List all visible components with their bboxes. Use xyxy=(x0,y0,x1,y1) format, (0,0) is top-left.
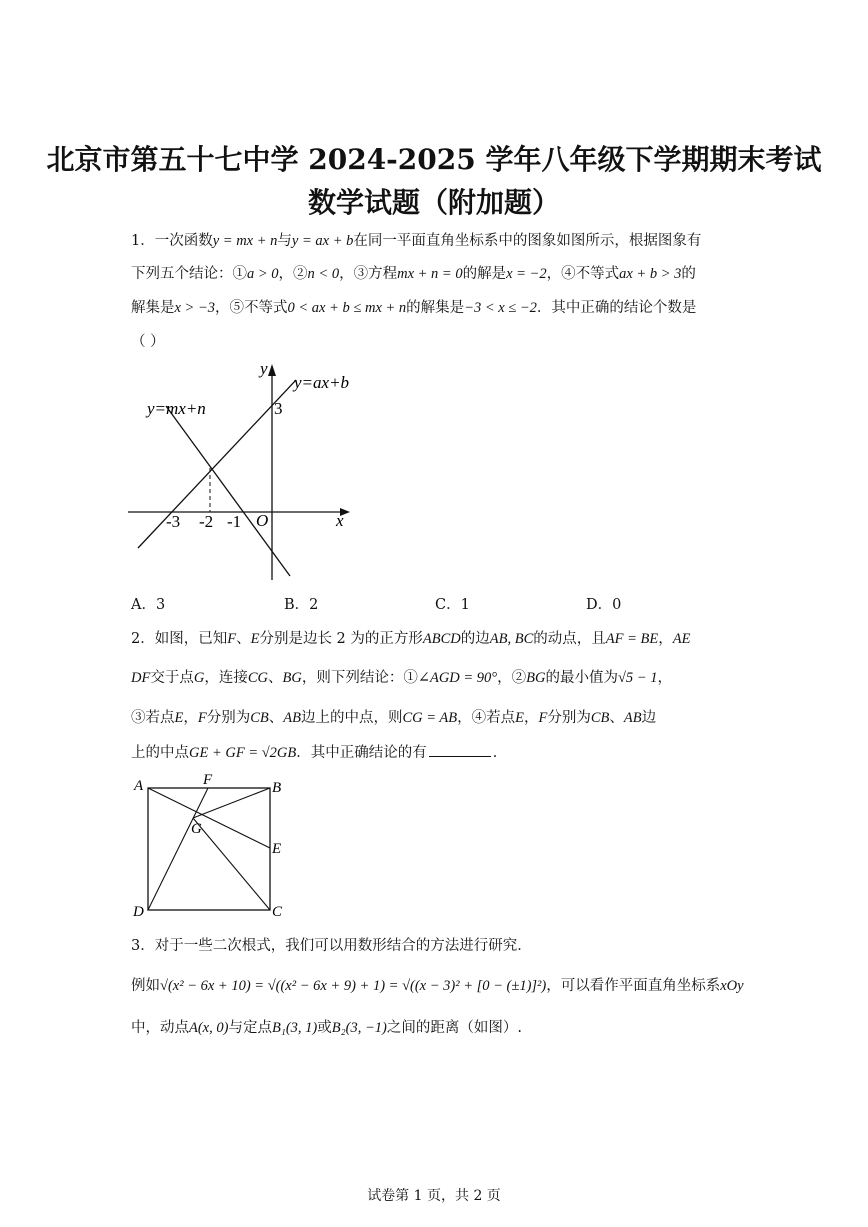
segment-cg xyxy=(193,818,270,910)
label-e: E xyxy=(272,841,282,857)
title-line-2: 数学试题（附加题） xyxy=(307,186,560,219)
q2-line-4: 上的中点GE + GF = √2GB．其中正确结论的有 ． xyxy=(131,745,508,761)
y-axis-arrow xyxy=(268,364,276,376)
q1-option-c: C．1 xyxy=(435,597,470,613)
label-d: D xyxy=(133,904,144,920)
segment-ae xyxy=(148,788,270,848)
q2-line-2: DF交于点G，连接CG、BG，则下列结论：①∠AGD = 90°，②BG的最小值为√5 − 1， xyxy=(131,670,672,686)
q2-figure xyxy=(128,770,293,920)
square-abcd xyxy=(148,788,270,910)
q1-option-a: A．3 xyxy=(131,597,166,613)
q1-option-b: B．2 xyxy=(284,597,319,613)
q1-answer-paren: （ ） xyxy=(131,334,165,350)
q2-line-1: 2．如图，已知F、E分别是边长 2 为的正方形ABCD的边AB, BC的动点，且AF = BE，AE xyxy=(131,631,691,647)
label-b: B xyxy=(272,780,282,796)
segment-bg xyxy=(193,788,270,818)
page-footer: 试卷第 1 页，共 2 页 xyxy=(367,1188,501,1204)
label-g: G xyxy=(191,821,202,837)
label-x-tick-neg3: -3 xyxy=(166,512,181,531)
label-x-tick-neg1: -1 xyxy=(227,512,242,531)
q1-option-d: D．0 xyxy=(586,597,622,613)
label-f: F xyxy=(203,772,213,788)
segment-df xyxy=(148,788,208,910)
answer-blank xyxy=(429,744,491,757)
q1-line-1: 1．一次函数y = mx + n与y = ax + b在同一平面直角坐标系中的图象如图所示，根据图象有 xyxy=(131,233,702,249)
q1-line-2: 下列五个结论：①a > 0，②n < 0，③方程mx + n = 0的解是x = −2，④不等式ax + b > 3的 xyxy=(131,266,696,282)
q1-line-3: 解集是x > −3，⑤不等式0 < ax + b ≤ mx + n的解集是−3 < x ≤ −2．其中正确的结论个数是 xyxy=(131,300,697,316)
label-a: A xyxy=(134,778,144,794)
label-y-tick-3: 3 xyxy=(274,399,283,418)
label-x: x xyxy=(336,511,344,530)
q2-line-3: ③若点E，F分别为CB、AB边上的中点，则CG = AB，④若点E，F分别为CB、AB边 xyxy=(131,710,657,726)
q1-graph xyxy=(128,358,358,586)
label-origin: O xyxy=(256,511,269,530)
q3-line-3: 中，动点A(x, 0)与定点B₁(3, 1)或B₂(3, −1)之间的距离（如图）. xyxy=(131,1020,522,1036)
q3-line-1: 3．对于一些二次根式，我们可以用数形结合的方法进行研究． xyxy=(131,938,532,954)
label-c: C xyxy=(272,904,283,920)
q3-line-2: 例如√(x² − 6x + 10) = √((x² − 6x + 9) + 1) = √((x − 3)² + [0 − (±1)]²)，可以看作平面直角坐标系xOy xyxy=(131,978,744,994)
label-ax-plus-b: y=ax+b xyxy=(294,373,350,392)
label-mx-plus-n: y=mx+n xyxy=(147,399,206,418)
title-line-1: 北京市第五十七中学 2024-2025 学年八年级下学期期末考试 xyxy=(46,143,822,176)
label-y: y xyxy=(260,359,268,378)
label-x-tick-neg2: -2 xyxy=(199,512,214,531)
